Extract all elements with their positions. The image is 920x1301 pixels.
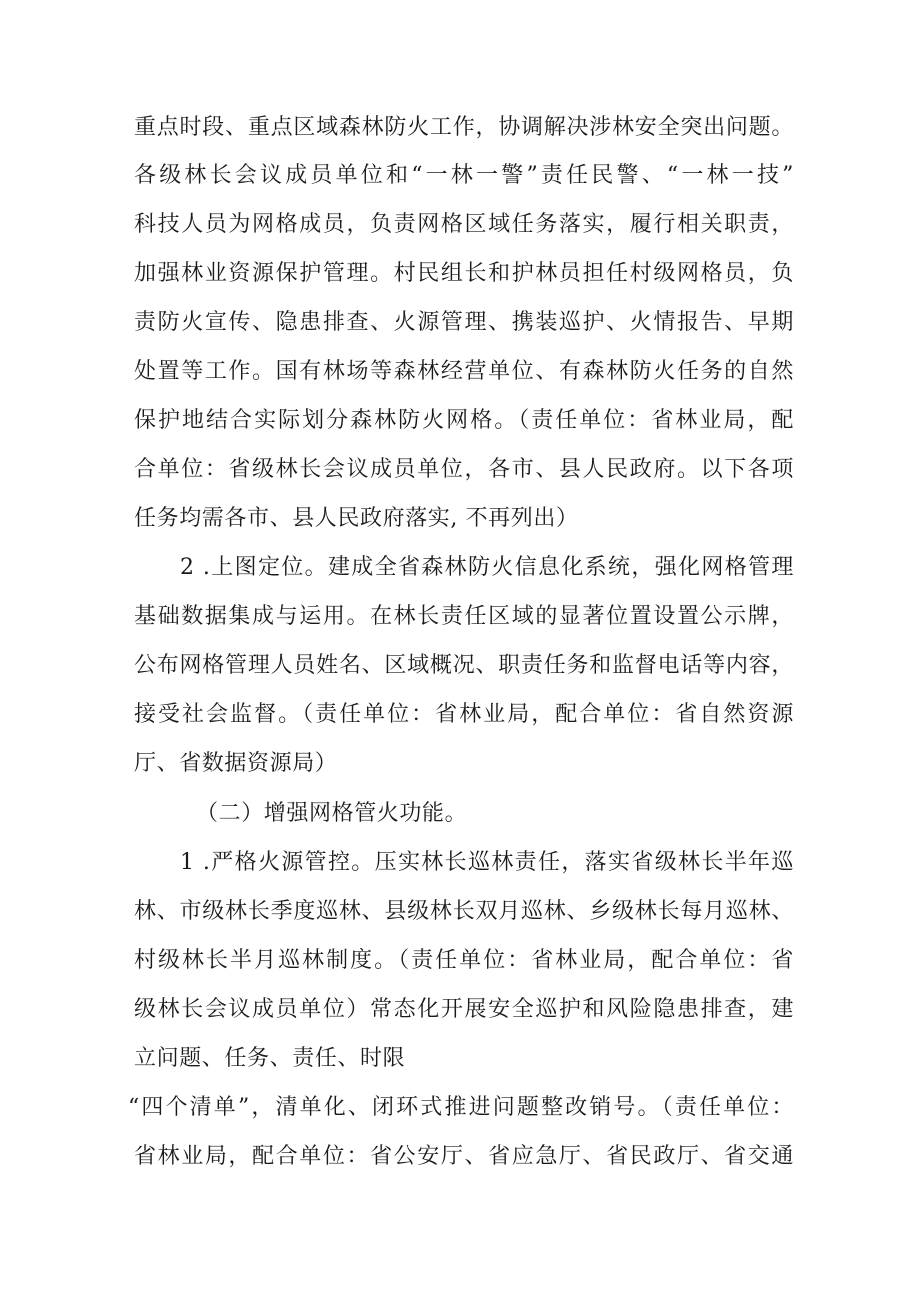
text-line: “四个清单”，清单化、闭环式推进问题整改销号。（责任单位： bbox=[128, 1095, 794, 1120]
text-line: 基础数据集成与运用。在林长责任区域的显著位置设置公示牌， bbox=[134, 604, 794, 629]
text-line: 处置等工作。国有林场等森林经营单位、有森林防火任务的自然 bbox=[134, 359, 794, 384]
text-line: 级林长会议成员单位）常态化开展安全巡护和风险隐患排查，建 bbox=[134, 997, 794, 1022]
section-heading: （二）增强网格管火功能。 bbox=[196, 801, 468, 826]
text-line: 林、市级林长季度巡林、县级林长双月巡林、乡级林长每月巡林、 bbox=[134, 899, 794, 924]
text-line: 加强林业资源保护管理。村民组长和护林员担任村级网格员，负 bbox=[134, 261, 794, 286]
paragraph-start-line: 2 .上图定位。建成全省森林防火信息化系统，强化网格管理 bbox=[180, 555, 794, 580]
text-line: 厅、省数据资源局） bbox=[134, 751, 338, 776]
text-line: 任务均需各市、县人民政府落实, 不再列出） bbox=[134, 506, 579, 531]
text-line: 村级林长半月巡林制度。（责任单位：省林业局，配合单位：省 bbox=[134, 948, 794, 973]
paragraph-start-line: 1 .严格火源管控。压实林长巡林责任，落实省级林长半年巡 bbox=[180, 850, 794, 875]
text-line: 保护地结合实际划分森林防火网格。（责任单位：省林业局，配 bbox=[134, 408, 794, 433]
text-line: 省林业局，配合单位：省公安厅、省应急厅、省民政厅、省交通 bbox=[134, 1144, 794, 1169]
text-line: 科技人员为网格成员，负责网格区域任务落实，履行相关职责， bbox=[134, 212, 794, 237]
text-line: 公布网格管理人员姓名、区域概况、职责任务和监督电话等内容， bbox=[134, 653, 794, 678]
text-line: 重点时段、重点区域森林防火工作，协调解决涉林安全突出问题。 bbox=[134, 115, 794, 140]
text-line: 责防火宣传、隐患排查、火源管理、携装巡护、火情报告、早期 bbox=[134, 310, 794, 335]
text-line: 立问题、任务、责任、时限 bbox=[134, 1046, 406, 1071]
text-line: 合单位：省级林长会议成员单位，各市、县人民政府。以下各项 bbox=[134, 457, 794, 482]
text-line: 接受社会监督。（责任单位：省林业局，配合单位：省自然资源 bbox=[134, 702, 794, 727]
text-line: 各级林长会议成员单位和“一林一警”责任民警、“一林一技” bbox=[134, 163, 794, 188]
